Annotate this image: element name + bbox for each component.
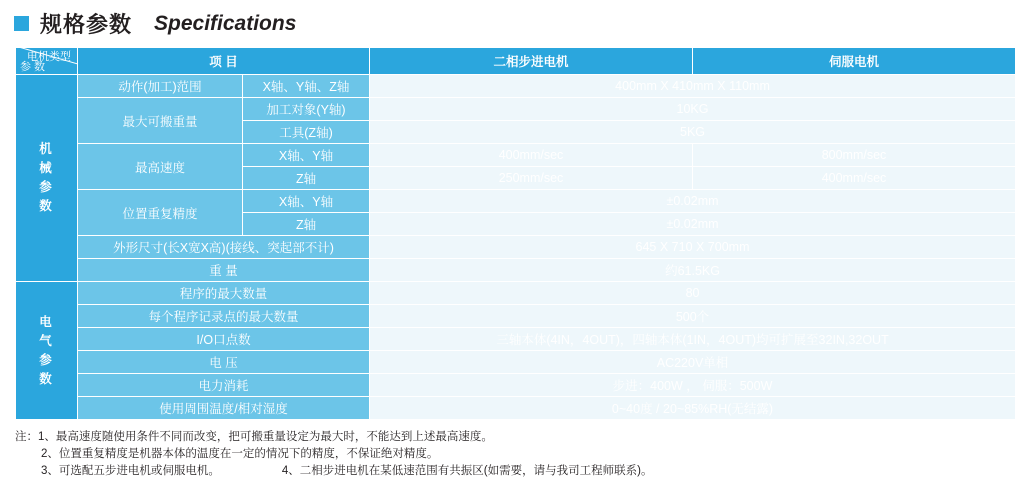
row-value: AC220V单相 (370, 351, 1016, 374)
row-value-servo: 800mm/sec (693, 144, 1016, 167)
page-title (0, 0, 1030, 45)
row-value: 645 X 710 X 700mm (370, 236, 1016, 259)
row-value: 400mm X 410mm X 110mm (370, 75, 1016, 98)
header-stepper: 二相步进电机 (370, 48, 693, 75)
table-row (16, 305, 1016, 328)
row-sublabel: Z轴 (243, 167, 370, 190)
notes-block (15, 429, 1030, 480)
row-label: 外形尺寸(长X宽X高)(接线、突起部不计) (78, 236, 370, 259)
row-value-stepper: 250mm/sec (370, 167, 693, 190)
row-value: ±0.02mm (370, 213, 1016, 236)
row-value: 0~40度 / 20~85%RH(无结露) (370, 397, 1016, 420)
row-sublabel: X轴、Y轴 (243, 190, 370, 213)
row-value: ±0.02mm (370, 190, 1016, 213)
title-square-icon (14, 16, 29, 31)
table-row (16, 328, 1016, 351)
header-motor-type: 电机类型 (27, 51, 71, 63)
table-row (16, 259, 1016, 282)
notes-line-3b: 4、二相步进电机在某低速范围有共振区(如需要，请与我司工程师联系)。 (281, 465, 653, 477)
notes-head: 注： (15, 431, 38, 443)
row-label: 电力消耗 (78, 374, 370, 397)
row-sublabel: 加工对象(Y轴) (243, 98, 370, 121)
row-label: 最高速度 (78, 144, 243, 190)
table-row (16, 282, 1016, 305)
header-servo: 伺服电机 (693, 48, 1016, 75)
title-english: Specifications (154, 11, 297, 35)
row-label: 程序的最大数量 (78, 282, 370, 305)
table-row (16, 75, 1016, 98)
table-row (16, 351, 1016, 374)
row-label: 每个程序记录点的最大数量 (78, 305, 370, 328)
notes-line-3a: 3、可选配五步进电机或伺服电机。 (41, 465, 220, 477)
specifications-table (15, 47, 1016, 420)
group-mechanical: 机 械 参 数 (16, 75, 78, 282)
row-value: 500个 (370, 305, 1016, 328)
row-value: 5KG (370, 121, 1016, 144)
title-chinese: 规格参数 (40, 12, 133, 37)
row-sublabel: Z轴 (243, 213, 370, 236)
row-label: 电 压 (78, 351, 370, 374)
notes-line-2: 2、位置重复精度是机器本体的温度在一定的情况下的精度，不保证绝对精度。 (41, 448, 439, 460)
table-row (16, 236, 1016, 259)
row-sublabel: X轴、Y轴、Z轴 (243, 75, 370, 98)
row-label: I/O口点数 (78, 328, 370, 351)
row-sublabel: 工具(Z轴) (243, 121, 370, 144)
group-electrical: 电 气 参 数 (16, 282, 78, 420)
row-label: 动作(加工)范围 (78, 75, 243, 98)
notes-line-1: 1、最高速度随使用条件不同而改变，把可搬重量设定为最大时，不能达到上述最高速度。 (38, 431, 493, 443)
table-row (16, 374, 1016, 397)
row-value: 步进：400W ， 伺服：500W (370, 374, 1016, 397)
row-label: 位置重复精度 (78, 190, 243, 236)
row-label: 使用周围温度/相对湿度 (78, 397, 370, 420)
header-parameter: 参 数 (20, 61, 46, 73)
row-value: 80 (370, 282, 1016, 305)
row-value-stepper: 400mm/sec (370, 144, 693, 167)
row-sublabel: X轴、Y轴 (243, 144, 370, 167)
table-row (16, 144, 1016, 167)
row-label: 重 量 (78, 259, 370, 282)
table-row (16, 397, 1016, 420)
header-item: 项 目 (78, 48, 370, 75)
header-corner-cell (16, 48, 78, 75)
table-header-row (16, 48, 1016, 75)
row-value: 三轴本体(4IN，4OUT)，四轴本体(1IN，4OUT)均可扩展至32IN,32OUT (370, 328, 1016, 351)
row-label: 最大可搬重量 (78, 98, 243, 144)
table-row (16, 190, 1016, 213)
table-row (16, 98, 1016, 121)
row-value-servo: 400mm/sec (693, 167, 1016, 190)
row-value: 约61.5KG (370, 259, 1016, 282)
row-value: 10KG (370, 98, 1016, 121)
